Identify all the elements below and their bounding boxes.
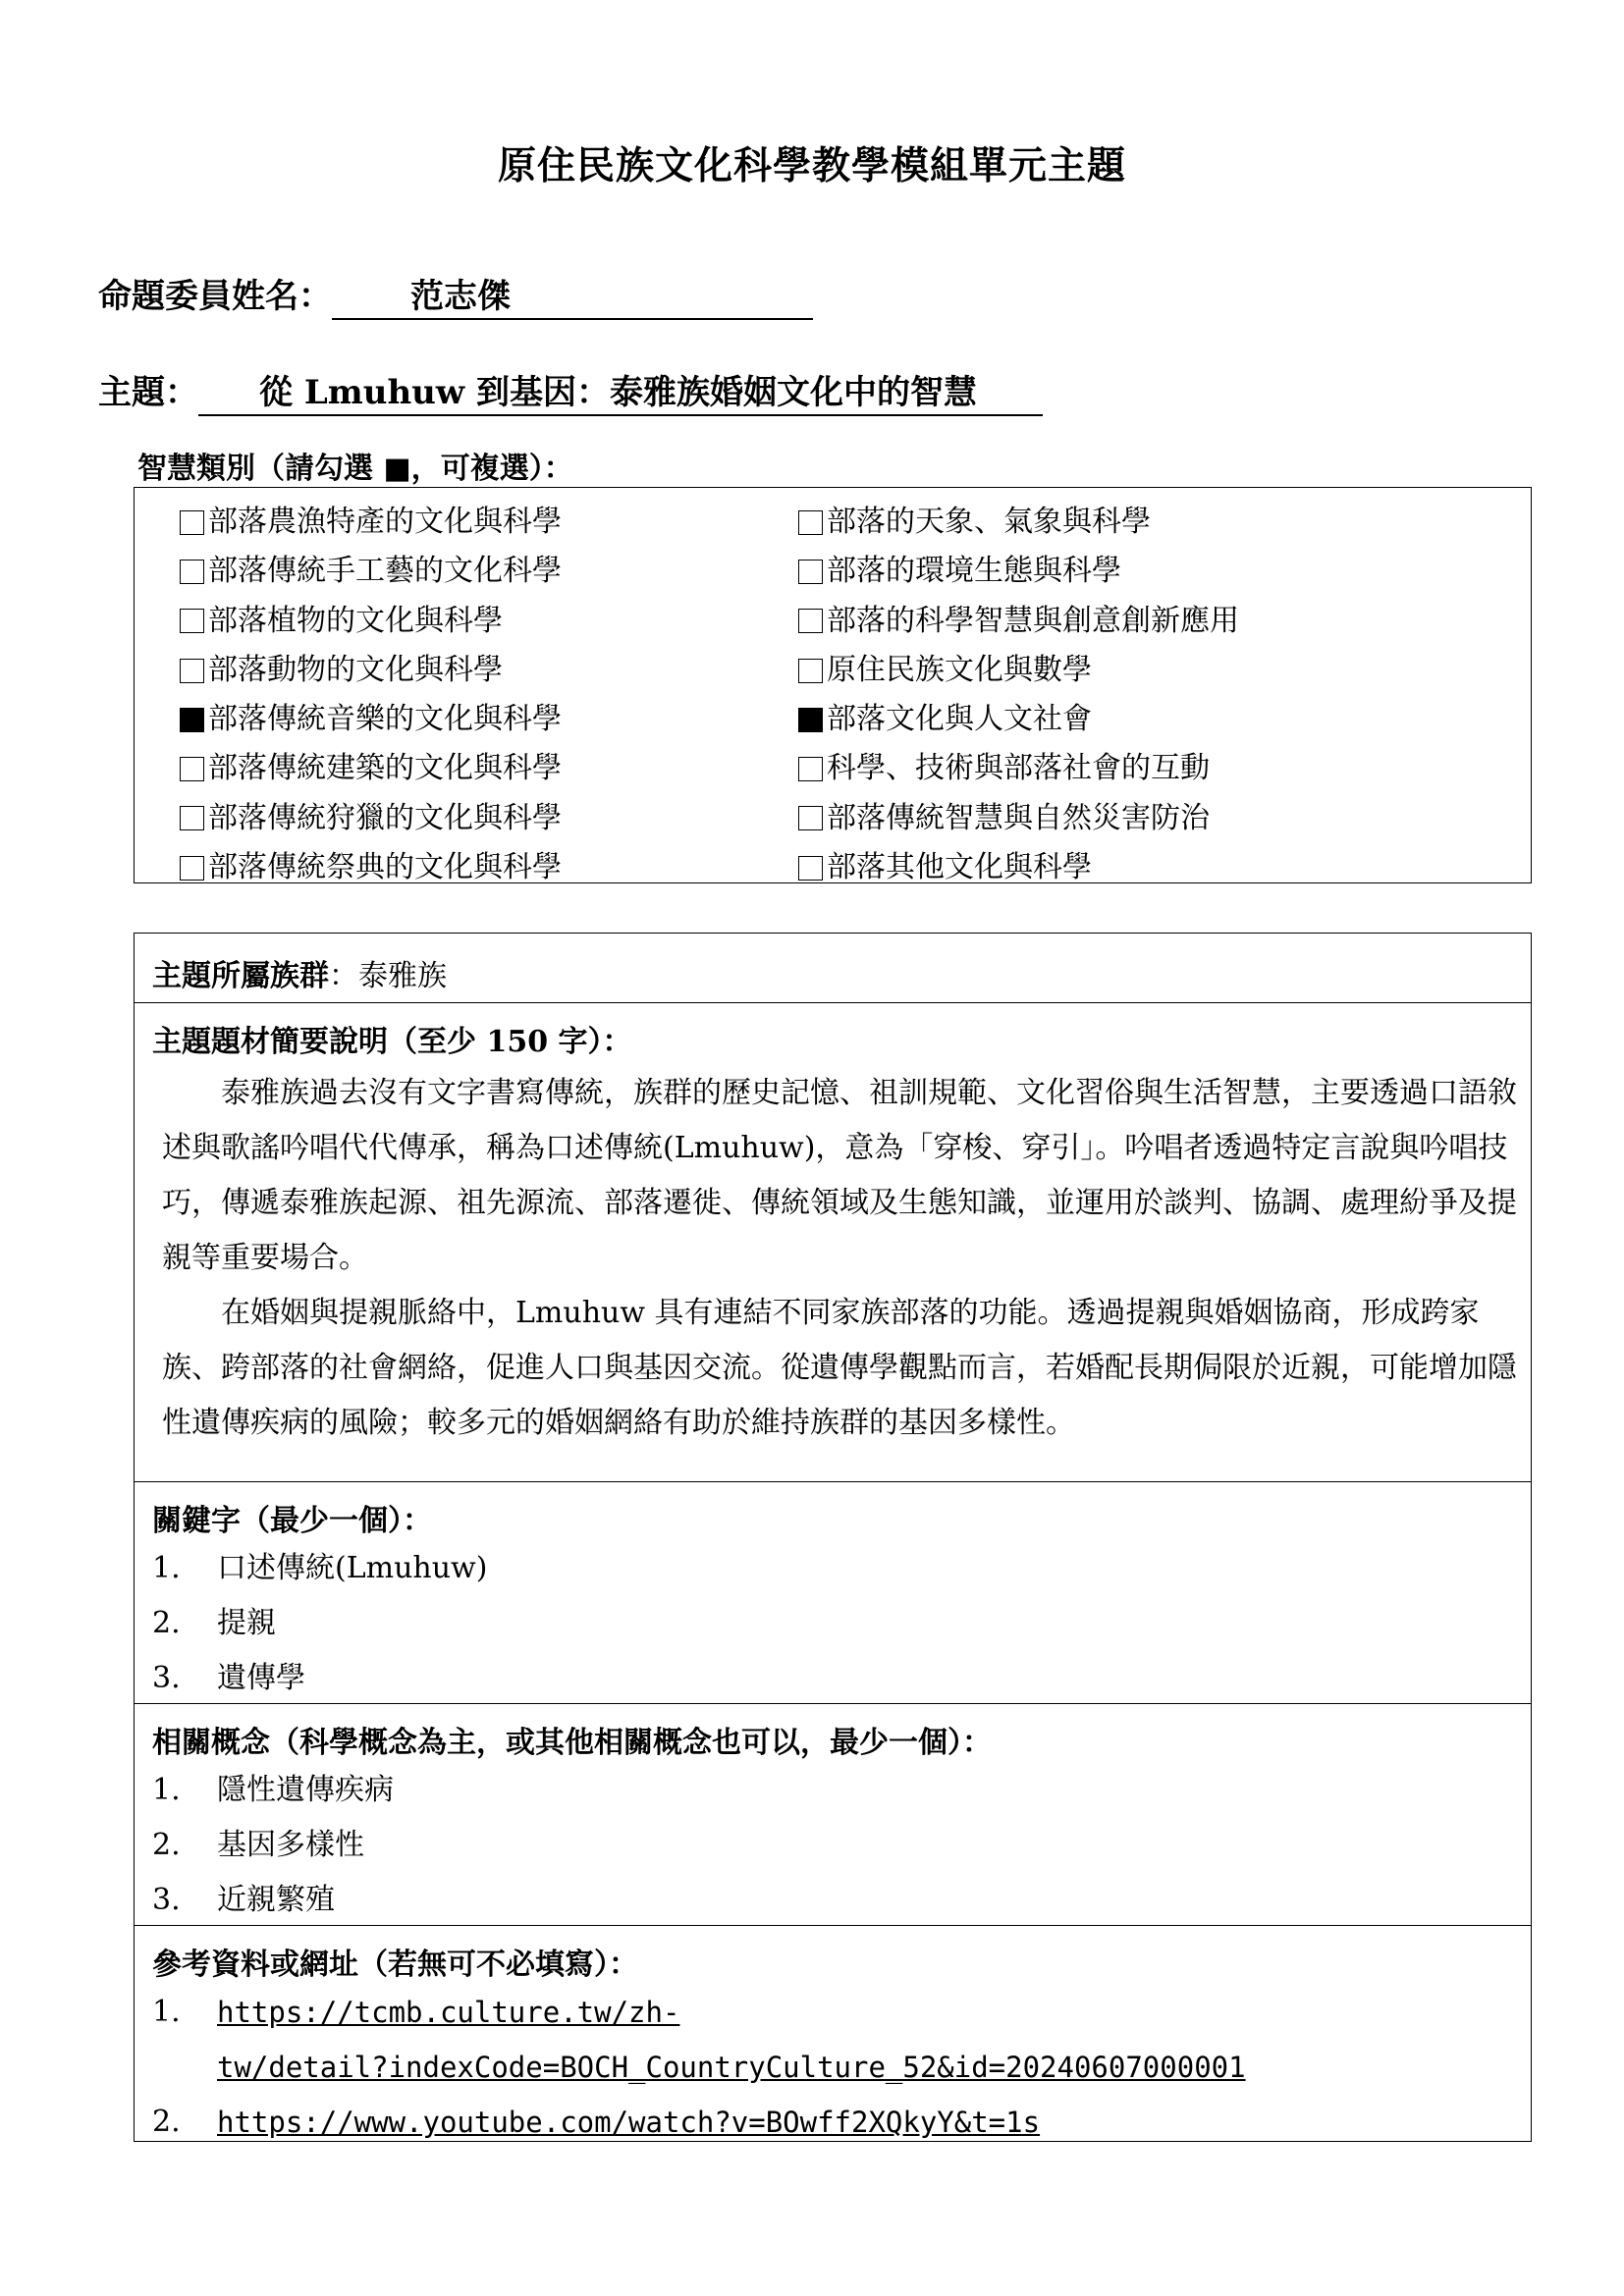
list-item: 1. 隱性遺傳疾病 [152, 1773, 394, 1807]
document-title: 原住民族文化科學教學模組單元主題 [497, 143, 1126, 188]
list-item: 2. 基因多樣性 [152, 1828, 364, 1862]
ethnic-group-label: 主題所屬族群 [152, 959, 329, 993]
checkbox[interactable] [798, 856, 823, 881]
category-option-label: 部落其他文化與科學 [827, 850, 1092, 885]
topic-label: 主題： [98, 373, 198, 412]
concepts-section [135, 1703, 1531, 1925]
category-option-label: 部落傳統音樂的文化與科學 [208, 702, 562, 737]
category-option-label: 部落植物的文化與科學 [208, 603, 503, 638]
reference-link[interactable]: https://www.youtube.com/watch?v=BOwff2XQkyY&t=1s [217, 2106, 1041, 2139]
keywords-section [135, 1481, 1531, 1703]
concepts-list [152, 1763, 394, 1928]
category-option[interactable] [798, 744, 1239, 793]
category-option[interactable] [798, 794, 1239, 843]
category-option[interactable] [180, 498, 562, 547]
list-item [152, 2040, 1246, 2095]
checked-checkbox[interactable] [180, 708, 204, 732]
author-field: 范志傑 [332, 275, 813, 320]
checkbox[interactable] [180, 806, 204, 830]
summary-text [162, 1066, 1517, 1451]
category-option-label: 部落的天象、氣象與科學 [827, 505, 1151, 539]
list-item: 2. https://www.youtube.com/watch?v=BOwff2XQkyY&t=1s [152, 2095, 1246, 2150]
checked-checkbox[interactable] [798, 708, 823, 732]
reference-link[interactable]: tw/detail?indexCode=BOCH_CountryCulture_52&id=20240607000001 [217, 2051, 1246, 2084]
concepts-label: 相關概念（科學概念為主，或其他相關概念也可以，最少一個）： [152, 1726, 992, 1760]
theme-details-table [134, 933, 1532, 2142]
category-option-label: 部落的環境生態與科學 [827, 554, 1121, 589]
list-item: 2. 提親 [152, 1606, 276, 1640]
references-label: 參考資料或網址（若無可不必填寫）： [152, 1948, 638, 1982]
checkbox[interactable] [180, 757, 204, 781]
checkbox[interactable] [798, 510, 823, 535]
checkbox[interactable] [180, 510, 204, 535]
list-item: 3. 近親繁殖 [152, 1883, 335, 1917]
category-option-label: 部落傳統狩獵的文化與科學 [208, 800, 562, 835]
category-option[interactable] [798, 646, 1239, 695]
list-item: 3. 遺傳學 [152, 1661, 305, 1695]
checkbox[interactable] [798, 560, 823, 584]
category-option[interactable] [798, 843, 1239, 892]
summary-paragraph: 泰雅族過去沒有文字書寫傳統，族群的歷史記憶、祖訓規範、文化習俗與生活智慧，主要透過口語敘述與歌謠吟唱代代傳承，稱為口述傳統(Lmuhuw)，意為「穿梭、穿引」。吟唱者透過特定言說與吟唱技巧，傳遞泰雅族起源、祖先源流、部落遷徙、傳統領域及生態知識，並運用於談判、協調、處理紛爭及提親等重要場合。 [162, 1076, 1517, 1275]
list-item: 1. 口述傳統(Lmuhuw) [152, 1551, 488, 1585]
category-option[interactable] [798, 547, 1239, 596]
author-label: 命題委員姓名： [98, 277, 332, 316]
category-option[interactable] [180, 547, 562, 596]
summary-paragraph: 在婚姻與提親脈絡中，Lmuhuw 具有連結不同家族部落的功能。透過提親與婚姻協商，形成跨家族、跨部落的社會網絡，促進人口與基因交流。從遺傳學觀點而言，若婚配長期侷限於近親，可能增加隱性遺傳疾病的風險；較多元的婚姻網絡有助於維持族群的基因多樣性。 [162, 1296, 1517, 1440]
category-option-label: 部落的科學智慧與創意創新應用 [827, 603, 1239, 638]
category-column-right [798, 498, 1239, 892]
category-option-label: 原住民族文化與數學 [827, 652, 1092, 687]
keywords-list [152, 1541, 487, 1706]
references-list [152, 1985, 1246, 2150]
list-item: 1. https://tcmb.culture.tw/zh- [152, 1985, 1246, 2040]
category-option-label: 部落傳統祭典的文化與科學 [208, 850, 562, 885]
summary-section [135, 1002, 1531, 1481]
category-option[interactable] [180, 794, 562, 843]
category-option[interactable] [798, 695, 1239, 744]
category-option-label: 部落動物的文化與科學 [208, 652, 503, 687]
category-label: 智慧類別（請勾選 ■，可複選）： [137, 452, 573, 486]
checkbox[interactable] [180, 609, 204, 633]
checkbox[interactable] [180, 856, 204, 881]
ethnic-group-value: ：泰雅族 [329, 959, 447, 993]
category-option[interactable] [180, 695, 562, 744]
category-option[interactable] [798, 498, 1239, 547]
category-option-label: 部落傳統智慧與自然災害防治 [827, 800, 1210, 835]
keywords-label: 關鍵字（最少一個）： [152, 1504, 432, 1538]
ethnic-group-section [135, 934, 1531, 1002]
category-option-label: 科學、技術與部落社會的互動 [827, 751, 1210, 786]
category-option[interactable] [180, 744, 562, 793]
summary-label: 主題題材簡要說明（至少 150 字）： [152, 1025, 632, 1059]
category-option-label: 部落傳統建築的文化與科學 [208, 751, 562, 786]
checkbox[interactable] [798, 806, 823, 830]
references-section [135, 1925, 1531, 2143]
category-checklist [134, 487, 1532, 883]
category-option-label: 部落文化與人文社會 [827, 702, 1092, 737]
category-option-label: 部落傳統手工藝的文化科學 [208, 554, 562, 589]
checkbox[interactable] [798, 659, 823, 683]
topic-field: 從 Lmuhuw 到基因：泰雅族婚姻文化中的智慧 [198, 371, 1043, 416]
category-column-left [180, 498, 562, 892]
category-option[interactable] [180, 843, 562, 892]
reference-link[interactable]: https://tcmb.culture.tw/zh- [217, 1996, 680, 2029]
checkbox[interactable] [798, 609, 823, 633]
category-option[interactable] [180, 646, 562, 695]
checkbox[interactable] [180, 659, 204, 683]
category-option[interactable] [798, 597, 1239, 646]
category-option[interactable] [180, 597, 562, 646]
checkbox[interactable] [180, 560, 204, 584]
checkbox[interactable] [798, 757, 823, 781]
category-option-label: 部落農漁特產的文化與科學 [208, 505, 562, 539]
topic-row [98, 365, 1043, 416]
author-row [98, 269, 813, 320]
